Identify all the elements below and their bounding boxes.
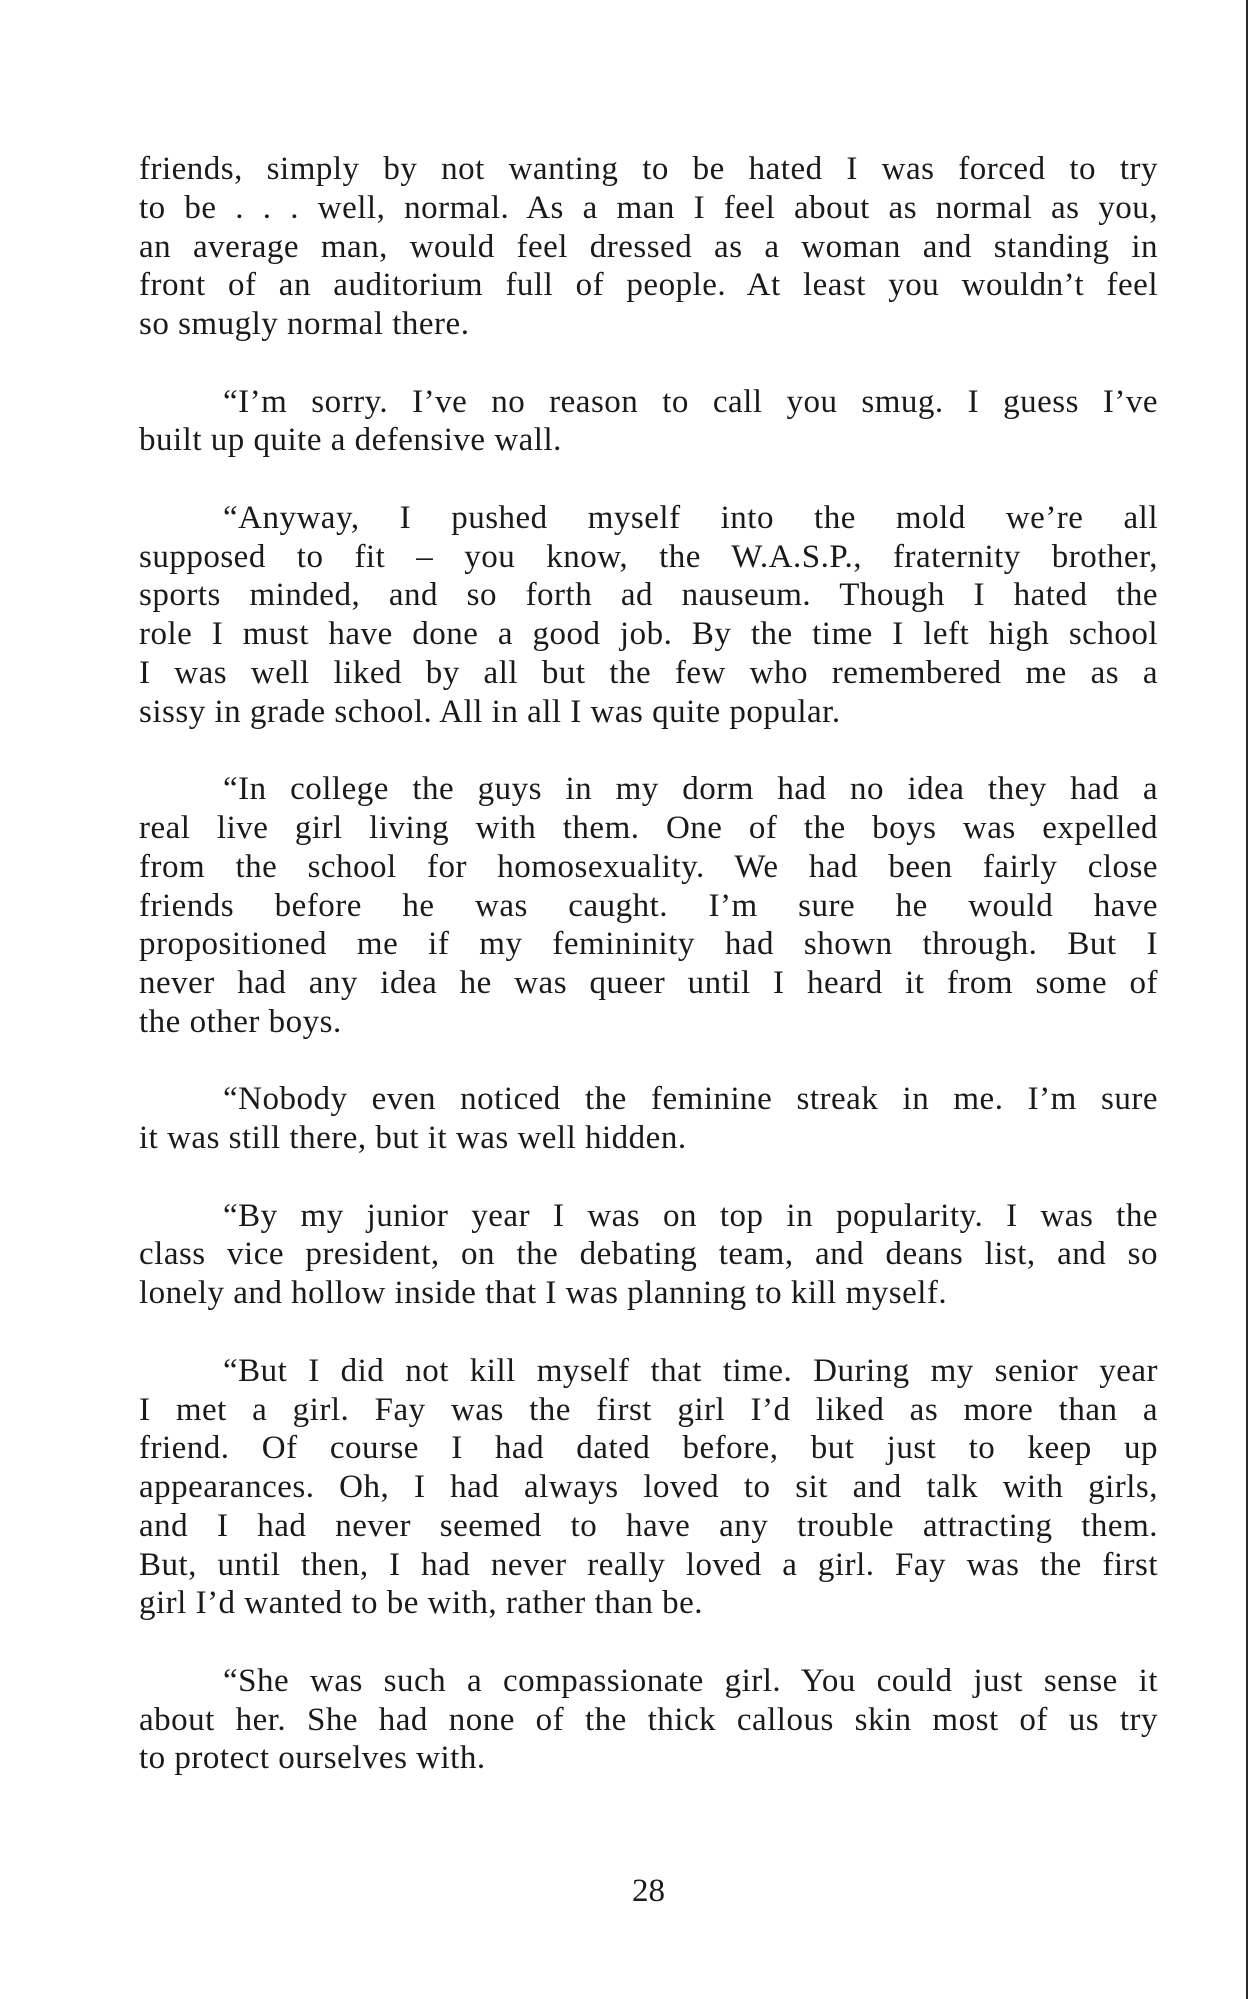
text-line: friends, simply by not wanting to be hated I was forced to try [139,151,1158,187]
page-number: 28 [632,1873,665,1909]
paragraph [139,1352,1158,1623]
text-line: to protect ourselves with. [139,1740,486,1777]
text-line: supposed to fit – you know, the W.A.S.P., fraternity brother, [139,538,1158,575]
paragraph [139,770,1158,1041]
text-line: “She was such a compassionate girl. You could just sense it [223,1662,1158,1699]
text-line: friend. Of course I had dated before, but just to keep up [139,1430,1158,1467]
paragraph [139,150,1158,344]
text-line: propositioned me if my femininity had shown through. But I [139,926,1158,963]
text-line: the other boys. [139,1003,342,1040]
text-line: girl I’d wanted to be with, rather than be. [139,1585,703,1622]
text-line: from the school for homosexuality. We had been fairly close [139,848,1158,885]
text-line: so smugly normal there. [139,306,470,343]
text-line: But, until then, I had never really loved a girl. Fay was the first [139,1546,1158,1583]
text-line: friends before he was caught. I’m sure he would have [139,887,1158,924]
text-line: lonely and hollow inside that I was planning to kill myself. [139,1275,948,1312]
text-line: I met a girl. Fay was the first girl I’d liked as more than a [139,1391,1158,1428]
text-line: role I must have done a good job. By the time I left high school [139,616,1158,653]
paragraph [139,1197,1158,1313]
text-line: an average man, would feel dressed as a woman and standing in [139,228,1158,265]
paragraph [139,383,1158,461]
page-edge-line [1246,0,1248,1999]
text-line: appearances. Oh, I had always loved to sit and talk with girls, [139,1469,1158,1506]
paragraph [139,1662,1158,1778]
text-line: built up quite a defensive wall. [139,422,562,459]
text-line: never had any idea he was queer until I heard it from some of [139,965,1158,1002]
text-line: it was still there, but it was well hidden. [139,1120,687,1157]
text-line: “In college the guys in my dorm had no idea they had a [223,771,1158,808]
text-line: “I’m sorry. I’ve no reason to call you smug. I guess I’ve [223,383,1158,420]
text-line: real live girl living with them. One of the boys was expelled [139,810,1158,847]
text-line: and I had never seemed to have any trouble attracting them. [139,1507,1158,1544]
text-line: “By my junior year I was on top in popularity. I was the [223,1197,1158,1234]
text-line: “Nobody even noticed the feminine streak in me. I’m sure [223,1081,1158,1118]
paragraph [139,499,1158,732]
text-line: “Anyway, I pushed myself into the mold we’re all [223,499,1158,536]
text-line: about her. She had none of the thick callous skin most of us try [139,1701,1158,1738]
text-line: front of an auditorium full of people. At least you wouldn’t feel [139,267,1158,304]
text-line: I was well liked by all but the few who remembered me as a [139,654,1158,691]
body-text [139,150,1158,1778]
text-line: to be . . . well, normal. As a man I feel about as normal as you, [139,189,1158,226]
text-line: sports minded, and so forth ad nauseum. Though I hated the [139,577,1158,614]
paragraph [139,1080,1158,1158]
text-line: “But I did not kill myself that time. During my senior year [223,1352,1158,1389]
text-line: sissy in grade school. All in all I was quite popular. [139,693,841,730]
text-line: class vice president, on the debating team, and deans list, and so [139,1236,1158,1273]
